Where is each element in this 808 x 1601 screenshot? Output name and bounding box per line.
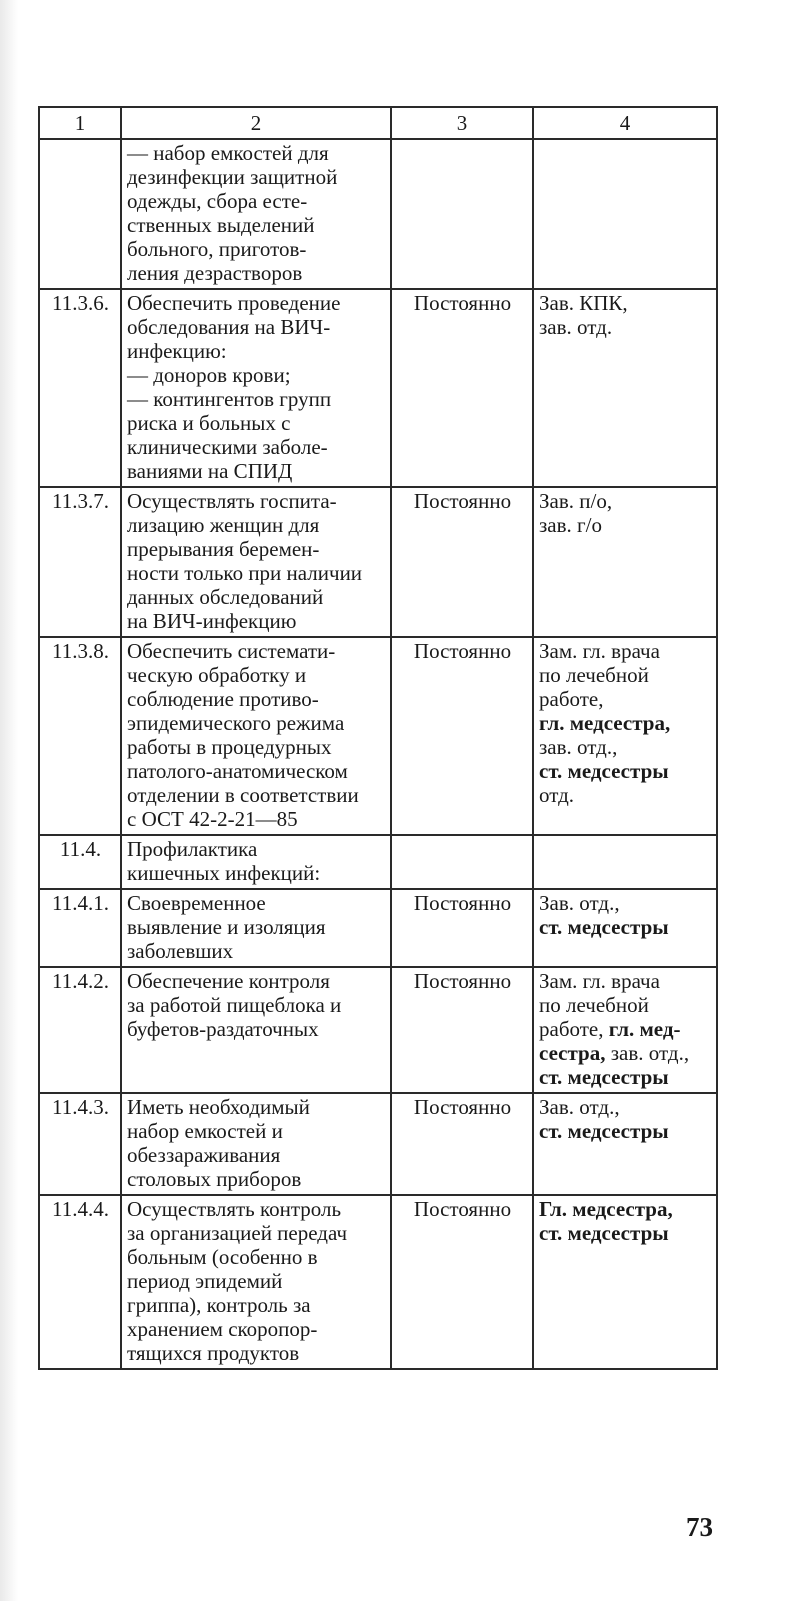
table-row [39, 487, 717, 637]
description-line: эпидемического режима [127, 711, 345, 735]
description-line: гриппа), контроль за [127, 1293, 311, 1317]
responsible-line [539, 759, 712, 783]
responsible-text: зав. отд., [605, 1041, 690, 1065]
responsible-line [539, 489, 712, 513]
table-body [39, 139, 717, 1369]
responsible-text: работе, [539, 1017, 609, 1041]
responsible-line [539, 993, 712, 1017]
column-header-action: 2 [121, 107, 391, 139]
description-line: хранением скоропор- [127, 1317, 318, 1341]
responsible-line [539, 1221, 712, 1245]
description-line: Осуществлять контроль [127, 1197, 342, 1221]
responsible [533, 889, 717, 967]
responsible-text: гл. мед- [608, 1017, 681, 1041]
measure-description [121, 487, 391, 637]
responsible-line [539, 687, 712, 711]
description-line: Обеспечение контроля [127, 969, 330, 993]
term: Постоянно [391, 1195, 533, 1369]
description-line: Своевременное [127, 891, 266, 915]
description-line: ственных выделений [127, 213, 315, 237]
item-number: 11.4.4. [39, 1195, 121, 1369]
responsible-text: Зам. гл. врача [539, 639, 660, 663]
responsible-text: ст. медсестры [539, 915, 669, 939]
responsible-text: ст. медсестры [539, 1221, 669, 1245]
table-row [39, 139, 717, 289]
description-line: — контингентов групп [127, 387, 332, 411]
responsible-text: по лечебной [539, 993, 649, 1017]
measure-description [121, 1195, 391, 1369]
description-line: период эпидемий [127, 1269, 283, 1293]
description-line: риска и больных с [127, 411, 291, 435]
description-line: Осуществлять госпита- [127, 489, 337, 513]
responsible-text: зав. отд., [539, 735, 618, 759]
item-number: 11.4. [39, 835, 121, 889]
responsible-text: Зав. отд., [539, 1095, 620, 1119]
responsible-line [539, 1065, 712, 1089]
responsible [533, 139, 717, 289]
responsible-line [539, 1197, 712, 1221]
responsible-line [539, 1017, 712, 1041]
description-line: данных обследований [127, 585, 324, 609]
responsible-line [539, 711, 712, 735]
responsible-text: Зам. гл. врача [539, 969, 660, 993]
responsible-text: ст. медсестры [539, 1065, 669, 1089]
description-line: — доноров крови; [127, 363, 291, 387]
responsible-line [539, 513, 712, 537]
description-line: на ВИЧ-инфекцию [127, 609, 297, 633]
table-row [39, 1195, 717, 1369]
description-line: соблюдение противо- [127, 687, 319, 711]
description-line: тящихся продуктов [127, 1341, 300, 1365]
term: Постоянно [391, 637, 533, 835]
responsible-line [539, 663, 712, 687]
responsible-text: Зав. отд., [539, 891, 620, 915]
page-number: 73 [686, 1512, 713, 1542]
responsible-text: сестра, [539, 1041, 606, 1065]
responsible [533, 487, 717, 637]
description-line: отделении в соответствии [127, 783, 359, 807]
item-number: 11.4.1. [39, 889, 121, 967]
responsible-line [539, 1095, 712, 1119]
description-line: за работой пищеблока и [127, 993, 342, 1017]
page-edge-shadow [0, 0, 18, 1601]
description-line: лизацию женщин для [127, 513, 320, 537]
description-line: обеззараживания [127, 1143, 281, 1167]
column-header-responsible: 4 [533, 107, 717, 139]
term: Постоянно [391, 967, 533, 1093]
description-line: Обеспечить проведение [127, 291, 341, 315]
term [391, 139, 533, 289]
responsible [533, 637, 717, 835]
description-line: обследования на ВИЧ- [127, 315, 331, 339]
responsible-text: зав. отд. [539, 315, 613, 339]
description-line: прерывания беремен- [127, 537, 320, 561]
measure-description [121, 139, 391, 289]
description-line: инфекцию: [127, 339, 227, 363]
measure-description [121, 889, 391, 967]
term: Постоянно [391, 1093, 533, 1195]
responsible-text: Зав. КПК, [539, 291, 628, 315]
measures-table [38, 106, 718, 1370]
table-row [39, 1093, 717, 1195]
description-line: выявление и изоляция [127, 915, 326, 939]
item-number: 11.3.7. [39, 487, 121, 637]
description-line: Обеспечить системати- [127, 639, 336, 663]
table-row [39, 835, 717, 889]
table-row [39, 889, 717, 967]
item-number: 11.4.2. [39, 967, 121, 1093]
responsible-line [539, 969, 712, 993]
description-line: дезинфекции защитной [127, 165, 338, 189]
responsible [533, 967, 717, 1093]
measure-description [121, 637, 391, 835]
responsible-line [539, 639, 712, 663]
term: Постоянно [391, 487, 533, 637]
responsible-line [539, 735, 712, 759]
term [391, 835, 533, 889]
description-line: с ОСТ 42-2-21—85 [127, 807, 298, 831]
description-line: ческую обработку и [127, 663, 307, 687]
responsible-line [539, 783, 712, 807]
responsible-text: зав. г/о [539, 513, 602, 537]
description-line: Профилактика [127, 837, 258, 861]
measure-description [121, 289, 391, 487]
description-line: кишечных инфекций: [127, 861, 321, 885]
responsible-text: отд. [539, 783, 575, 807]
responsible [533, 289, 717, 487]
description-line: ваниями на СПИД [127, 459, 293, 483]
responsible-line [539, 315, 712, 339]
responsible-text: ст. медсестры [539, 1119, 669, 1143]
table-row [39, 967, 717, 1093]
responsible-text: гл. медсестра, [539, 711, 671, 735]
responsible [533, 1195, 717, 1369]
responsible-text: Гл. медсестра, [539, 1197, 673, 1221]
description-line: буфетов-раздаточных [127, 1017, 319, 1041]
description-line: Иметь необходимый [127, 1095, 310, 1119]
item-number: 11.3.8. [39, 637, 121, 835]
responsible-line [539, 891, 712, 915]
item-number: 11.4.3. [39, 1093, 121, 1195]
responsible-line [539, 1119, 712, 1143]
responsible [533, 1093, 717, 1195]
description-line: ления дезрастворов [127, 261, 303, 285]
item-number [39, 139, 121, 289]
description-line: работы в процедурных [127, 735, 332, 759]
table-row [39, 289, 717, 487]
description-line: больным (особенно в [127, 1245, 318, 1269]
description-line: набор емкостей и [127, 1119, 283, 1143]
description-line: клиническими заболе- [127, 435, 328, 459]
description-line: столовых приборов [127, 1167, 302, 1191]
description-line: — набор емкостей для [127, 141, 329, 165]
measure-description [121, 967, 391, 1093]
term: Постоянно [391, 289, 533, 487]
responsible-text: работе, [539, 687, 604, 711]
term: Постоянно [391, 889, 533, 967]
responsible [533, 835, 717, 889]
measure-description [121, 835, 391, 889]
column-header-number: 1 [39, 107, 121, 139]
responsible-text: ст. медсестры [539, 759, 669, 783]
description-line: ности только при наличии [127, 561, 363, 585]
description-line: больного, приготов- [127, 237, 307, 261]
description-line: за организацией передач [127, 1221, 348, 1245]
header-row [39, 107, 717, 139]
responsible-text: Зав. п/о, [539, 489, 613, 513]
responsible-line [539, 915, 712, 939]
table-row [39, 637, 717, 835]
description-line: одежды, сбора есте- [127, 189, 308, 213]
column-header-term: 3 [391, 107, 533, 139]
item-number: 11.3.6. [39, 289, 121, 487]
description-line: патолого-анатомическом [127, 759, 348, 783]
responsible-line [539, 1041, 712, 1065]
description-line: заболевших [127, 939, 234, 963]
measure-description [121, 1093, 391, 1195]
responsible-text: по лечебной [539, 663, 649, 687]
responsible-line [539, 291, 712, 315]
